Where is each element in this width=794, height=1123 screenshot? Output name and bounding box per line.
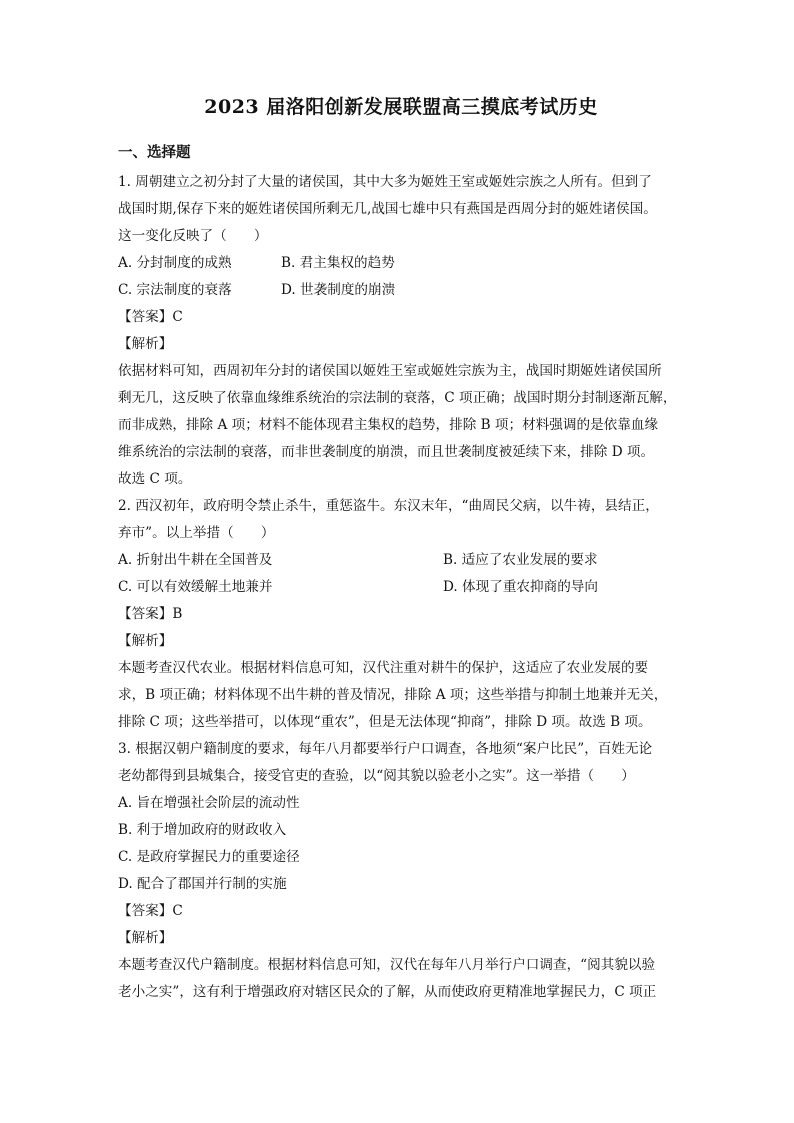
option-d: D. 体现了重农抑商的导向 <box>443 579 598 595</box>
question-2 <box>118 493 684 736</box>
option-a: A. 分封制度的成熟 <box>118 255 232 271</box>
analysis-line: 剩无几，这反映了依靠血缘维系统治的宗法制的衰落，C 项正确；战国时期分封制逐渐瓦解， <box>118 390 677 406</box>
question-text-line: 2. 西汉初年，政府明令禁止杀牛，重惩盗牛。东汉末年，“曲周民父病，以牛祷，县结正， <box>118 498 659 514</box>
option-a: A. 旨在增强社会阶层的流动性 <box>118 795 300 811</box>
question-1 <box>118 169 684 493</box>
option-a: A. 折射出牛耕在全国普及 <box>118 552 273 568</box>
analysis-line: 老小之实”，这有利于增强政府对辖区民众的了解，从而使政府更精准地掌握民力，C 项正 <box>118 984 657 1000</box>
question-text-line: 这一变化反映了（ ） <box>118 228 268 244</box>
question-text-line: 1. 周朝建立之初分封了大量的诸侯国，其中大多为姬姓王室或姬姓宗族之人所有。但到了 <box>118 174 652 190</box>
option-b: B. 利于增加政府的财政收入 <box>118 822 287 838</box>
analysis-label: 【解析】 <box>118 633 173 649</box>
question-text-line: 战国时期,保存下来的姬姓诸侯国所剩无几,战国七雄中只有燕国是西周分封的姬姓诸侯国。 <box>118 201 657 217</box>
option-row <box>118 250 684 277</box>
option-d: D. 配合了郡国并行制的实施 <box>118 876 287 892</box>
option-c: C. 可以有效缓解土地兼并 <box>118 579 273 595</box>
answer-line: 【答案】C <box>118 309 183 325</box>
option-c: C. 宗法制度的衰落 <box>118 282 232 298</box>
analysis-line: 而非成熟，排除 A 项；材料不能体现君主集权的趋势，排除 B 项；材料强调的是依靠血缘 <box>118 417 659 433</box>
analysis-line: 本题考查汉代农业。根据材料信息可知，汉代注重对耕牛的保护，这适应了农业发展的要 <box>118 660 649 676</box>
option-d: D. 世袭制度的崩溃 <box>281 282 396 298</box>
option-row <box>118 277 684 304</box>
section-heading: 一、选择题 <box>118 144 191 161</box>
question-3 <box>118 736 684 1006</box>
option-b: B. 适应了农业发展的要求 <box>443 552 598 568</box>
analysis-label: 【解析】 <box>118 336 173 352</box>
option-row <box>118 547 684 574</box>
analysis-label: 【解析】 <box>118 930 173 946</box>
analysis-line: 故选 C 项。 <box>118 471 192 487</box>
analysis-line: 求，B 项正确；材料体现不出牛耕的普及情况，排除 A 项；这些举措与抑制土地兼并无关， <box>118 687 668 703</box>
answer-line: 【答案】C <box>118 903 183 919</box>
question-text-line: 老幼都得到县城集合，接受官吏的查验，以“阅其貌以验老小之实”。这一举措（ ） <box>118 768 635 784</box>
analysis-line: 本题考查汉代户籍制度。根据材料信息可知，汉代在每年八月举行户口调查，“阅其貌以验 <box>118 957 656 973</box>
analysis-line: 依据材料可知，西周初年分封的诸侯国以姬姓王室或姬姓宗族为主，战国时期姬姓诸侯国所 <box>118 363 662 379</box>
option-b: B. 君主集权的趋势 <box>281 255 395 271</box>
question-text-line: 弃市”。以上举措（ ） <box>118 525 275 541</box>
answer-line: 【答案】B <box>118 606 183 622</box>
document-title: 2023 届洛阳创新发展联盟高三摸底考试历史 <box>204 96 598 118</box>
analysis-line: 维系统治的宗法制的衰落，而非世袭制度的崩溃，而且世袭制度被延续下来，排除 D 项。 <box>118 444 655 460</box>
analysis-line: 排除 C 项；这些举措可，以体现“重农”，但是无法体现“抑商”，排除 D 项。故选 B 项。 <box>118 714 652 730</box>
option-c: C. 是政府掌握民力的重要途径 <box>118 849 300 865</box>
option-row <box>118 574 684 601</box>
document-page <box>118 92 684 1006</box>
question-text-line: 3. 根据汉朝户籍制度的要求，每年八月都要举行户口调查，各地须“案户比民”，百姓无论 <box>118 741 653 757</box>
